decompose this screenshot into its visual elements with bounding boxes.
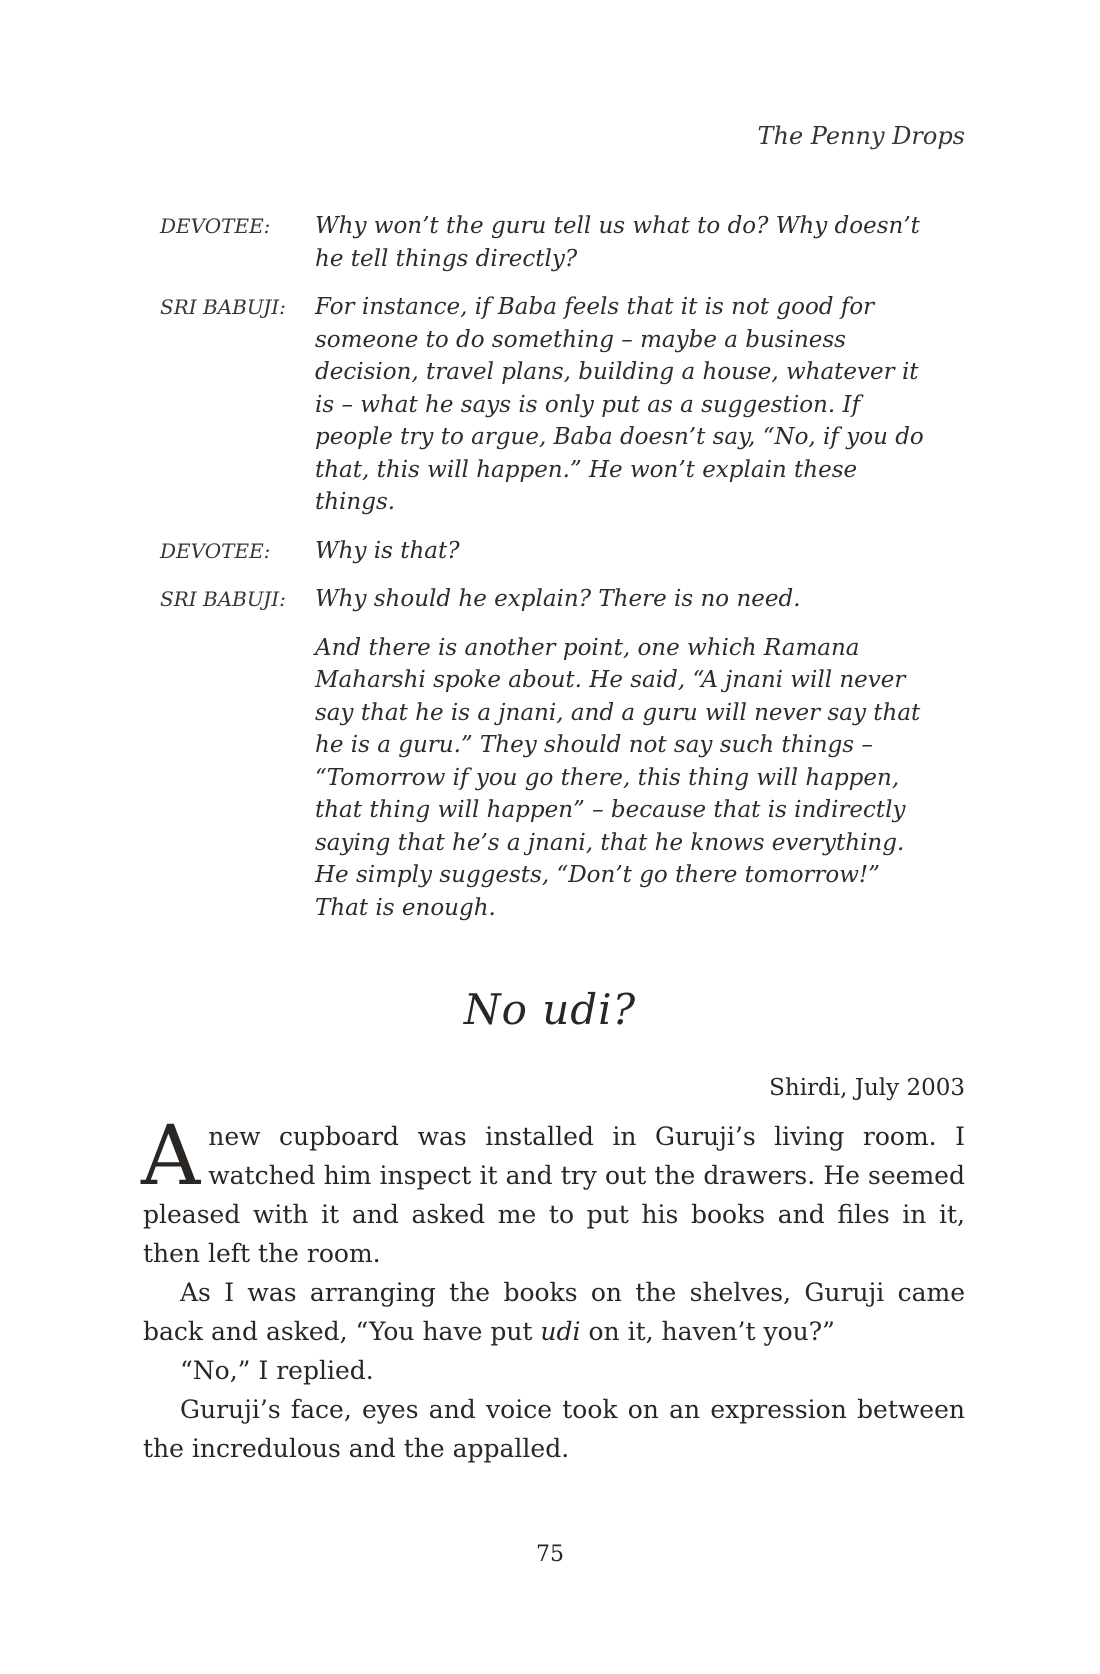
dialogue-block <box>160 210 930 940</box>
speech-paragraph: And there is another point, one which Ramana Maharshi spoke about. He said, “A jnani will never say that he is a jnani, and a guru will never say that he is a guru.” They should not say such things – “Tomorrow if you go there, this thing will happen, that thing will happen” – because that is indirectly saying that he’s a jnani, that he knows everything. He simply suggests, “Don’t go there tomorrow!” That is enough. <box>315 634 921 921</box>
speech-text <box>315 535 930 568</box>
speaker-label: DEVOTEE: <box>160 538 271 563</box>
body-paragraph <box>141 1109 965 1273</box>
body-paragraph: Guruji’s face, eyes and voice took on an expression between the incredulous and the appalled. <box>143 1395 965 1463</box>
body-paragraph: “No,” I replied. <box>180 1356 374 1385</box>
dateline: Shirdi, July 2003 <box>769 1075 965 1101</box>
speaker-label: SRI BABUJI: <box>160 295 286 319</box>
speech-paragraph: Why is that? <box>315 537 460 564</box>
speech-paragraph: For instance, if Baba feels that it is not good for someone to do something – maybe a business decision, travel plans, building a house, whatever it is – what he says is only put as a suggestion. If people try to argue, Baba doesn’t say, “No, if you do that, this will happen.” He won’t explain these things. <box>315 294 924 515</box>
speech-paragraph: Why won’t the guru tell us what to do? Why doesn’t he tell things directly? <box>315 213 920 272</box>
section-title: No udi? <box>463 985 637 1034</box>
dialogue-exchange <box>160 291 930 519</box>
body-text <box>141 1109 965 1468</box>
speaker-label: DEVOTEE: <box>160 214 271 238</box>
italic-term: udi <box>540 1317 581 1346</box>
drop-cap: A <box>141 1109 201 1204</box>
body-paragraph <box>143 1273 965 1351</box>
running-head: The Penny Drops <box>757 122 965 150</box>
speech-text <box>315 291 930 519</box>
dialogue-exchange <box>160 210 930 275</box>
speech-text <box>315 210 930 275</box>
speaker-label: SRI BABUJI: <box>160 587 286 611</box>
body-paragraph-text: As I was arranging the books on the shelves, Guruji came back and asked, “You have put <box>143 1278 965 1346</box>
body-paragraph-text: new cupboard was installed in Guruji’s living room. I watched him inspect it and try out the drawers. He seemed pleased with it and asked me to put his books and files in it, then left the room. <box>143 1122 965 1268</box>
body-paragraph-text: on it, haven’t you?” <box>580 1317 835 1346</box>
speech-text <box>315 583 930 924</box>
dialogue-exchange <box>160 535 930 568</box>
dialogue-exchange <box>160 583 930 924</box>
page-number: 75 <box>536 1542 564 1567</box>
speech-paragraph: Why should he explain? There is no need. <box>315 586 801 612</box>
